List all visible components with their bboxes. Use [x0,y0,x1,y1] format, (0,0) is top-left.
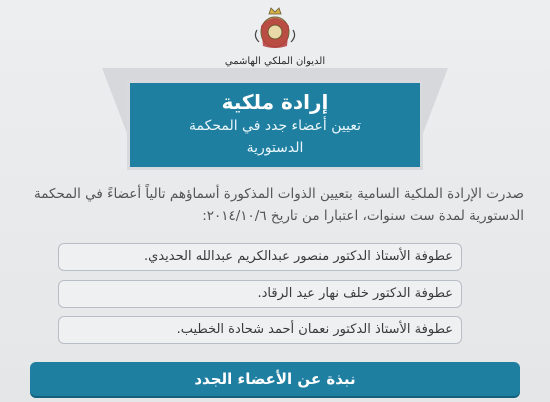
member-item-1: عطوفة الأستاذ الدكتور منصور عبدالكريم عبدالله الحديدي. [58,243,462,271]
new-members-bio-button[interactable]: نبذة عن الأعضاء الجدد [30,362,520,396]
banner-title: إرادة ملكية [221,90,329,114]
royal-emblem-icon [253,6,297,50]
member-item-2: عطوفة الدكتور خلف نهار عيد الرقاد. [58,280,462,308]
member-item-3: عطوفة الأستاذ الدكتور نعمان أحمد شحادة الخطيب. [58,316,462,344]
intro-text: صدرت الإرادة الملكية السامية بتعيين الذوات المذكورة أسماؤهم تالياً أعضاءً في المحكمة الدستورية لمدة ست سنوات، اعتبارا من تاريخ ٢٠١٤/١٠/٦: [33,186,524,224]
royal-decree-banner [127,80,423,170]
court-name: الديوان الملكي الهاشمي [224,56,326,67]
banner-subtitle-line1: تعيين أعضاء جدد في المحكمة [188,118,361,134]
banner-subtitle-line2: الدستورية [246,140,304,156]
